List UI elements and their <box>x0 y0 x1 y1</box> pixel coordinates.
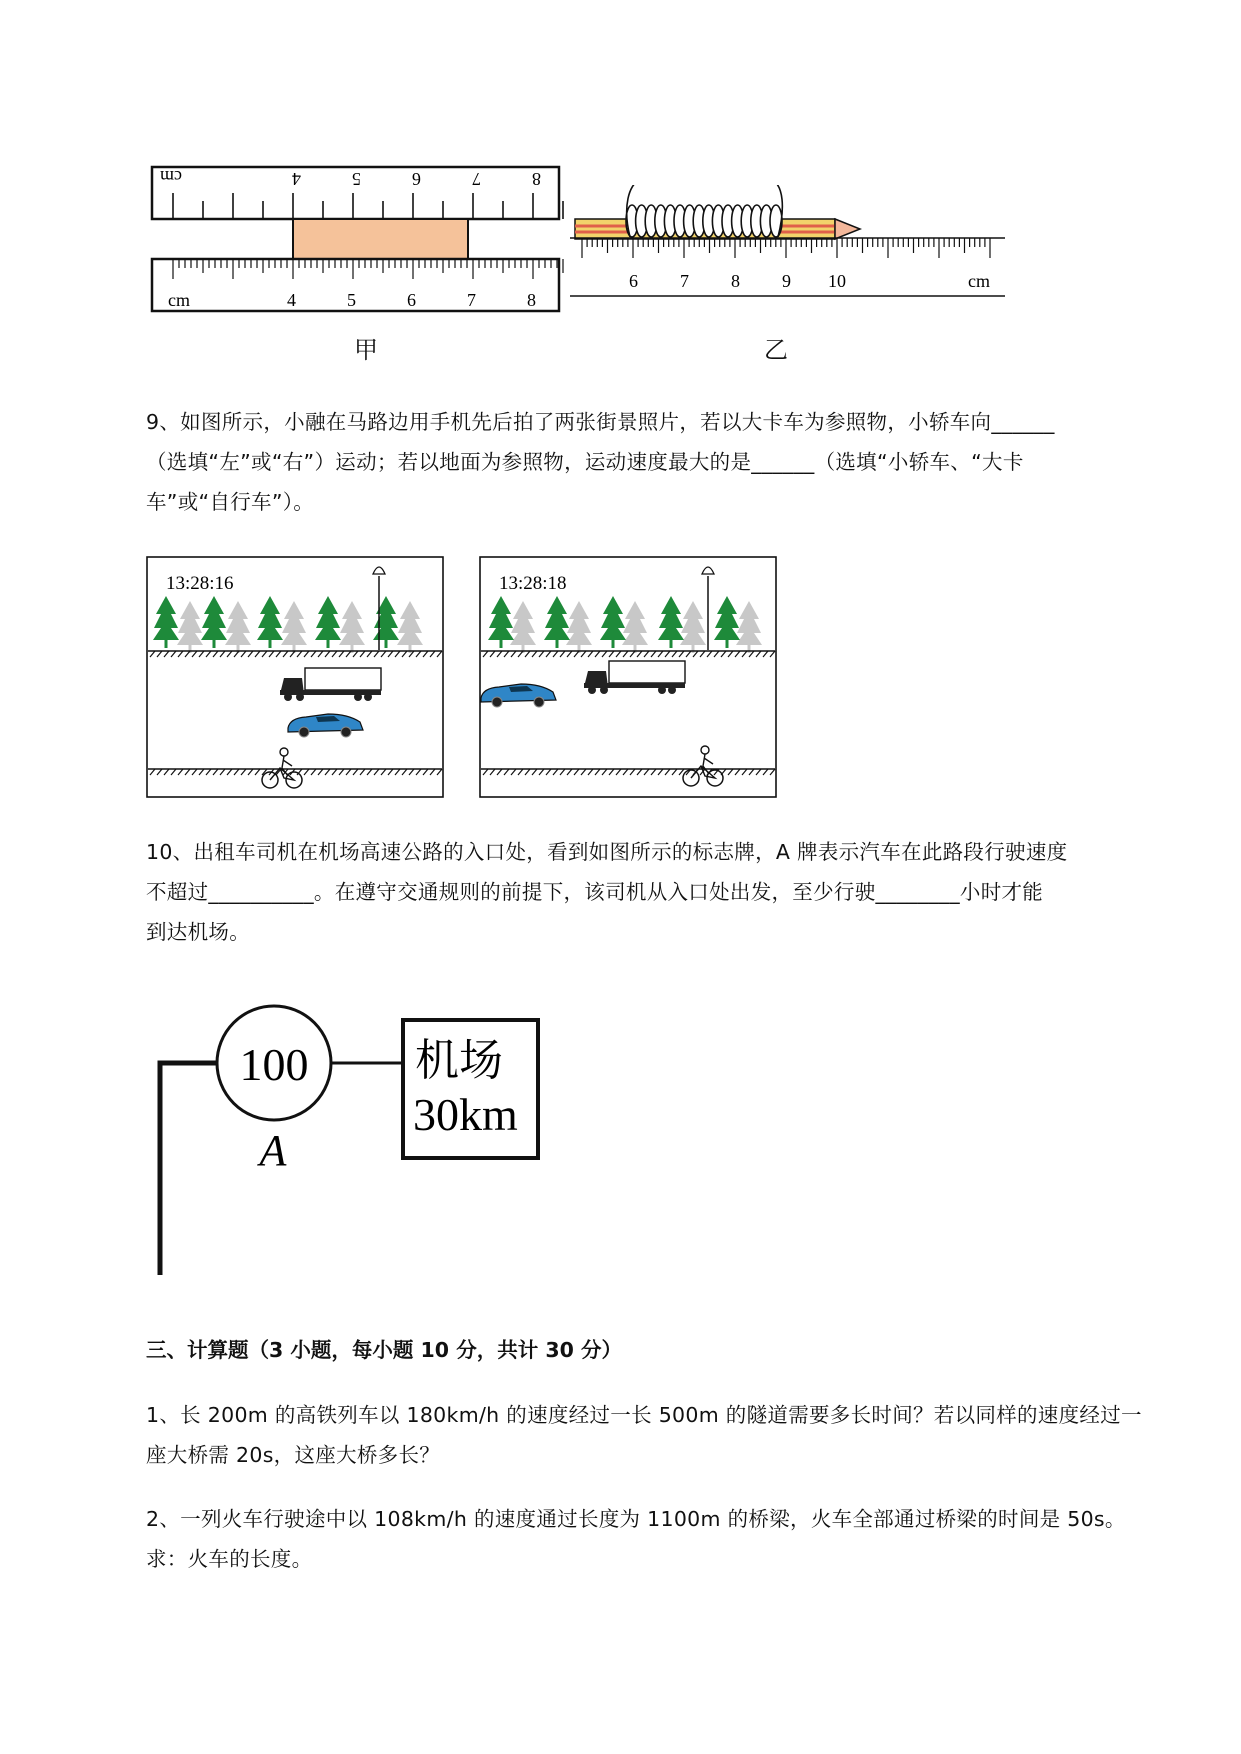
top-tick-label-8: 8 <box>532 169 541 189</box>
top-tick-label-6: 6 <box>412 169 421 189</box>
ruler-figure-jia <box>150 165 565 325</box>
q10-line2: 不超过__________。在遵守交通规则的前提下，该司机从入口处出发，至少行驶________小时才能 <box>146 880 1044 904</box>
tick-label-4: 4 <box>287 290 296 310</box>
sign-label-a: A <box>259 1126 287 1175</box>
photo1-timestamp: 13:28:16 <box>166 573 234 594</box>
pencil-tip <box>835 219 860 239</box>
yi-tick-10: 10 <box>828 271 846 291</box>
top-tick-label-5: 5 <box>352 169 361 189</box>
calc-q1-line2: 座大桥需 20s，这座大桥多长？ <box>146 1443 441 1467</box>
tick-label-5: 5 <box>347 290 356 310</box>
calc-question-1 <box>146 1395 1156 1475</box>
question-10 <box>146 832 1156 952</box>
yi-tick-6: 6 <box>629 271 638 291</box>
calc-q1-line1: 1、长 200m 的高铁列车以 180km/h 的速度经过一长 500m 的隧道需要多长时间？若以同样的速度经过一 <box>146 1403 1142 1427</box>
tick-label-8: 8 <box>527 290 536 310</box>
q10-line1: 10、出租车司机在机场高速公路的入口处，看到如图所示的标志牌，A 牌表示汽车在此路段行驶速度 <box>146 840 1068 864</box>
calc-question-2 <box>146 1499 1156 1579</box>
distance-text: 30km <box>413 1089 518 1140</box>
street-photo-1 <box>146 556 444 798</box>
top-tick-label-7: 7 <box>472 169 481 189</box>
calc-q2-line1: 2、一列火车行驶途中以 108km/h 的速度通过长度为 1100m 的桥梁，火车全部通过桥梁的时间是 50s。 <box>146 1507 1126 1531</box>
photo2-timestamp: 13:28:18 <box>499 573 567 594</box>
street-photo-2 <box>479 556 777 798</box>
yi-tick-7: 7 <box>680 271 689 291</box>
caption-yi: 乙 <box>764 336 788 364</box>
q9-line2: （选填“左”或“右”）运动；若以地面为参照物，运动速度最大的是______（选填“小轿车、“大卡 <box>146 450 1024 474</box>
q10-line3: 到达机场。 <box>146 920 250 944</box>
wire-coil <box>626 185 782 237</box>
yi-unit-label: cm <box>968 271 990 291</box>
speed-limit-value: 100 <box>239 1039 309 1090</box>
yi-tick-8: 8 <box>731 271 740 291</box>
tick-label-6: 6 <box>407 290 416 310</box>
top-unit-label: cm <box>160 167 182 187</box>
yi-tick-9: 9 <box>782 271 791 291</box>
top-tick-label-4: 4 <box>292 169 301 189</box>
q9-line1: 9、如图所示，小融在马路边用手机先后拍了两张街景照片，若以大卡车为参照物，小轿车向______ <box>146 410 1055 434</box>
ruler-figure-yi <box>570 185 1015 300</box>
q9-line3: 车”或“自行车”）。 <box>146 490 315 514</box>
bottom-unit-label: cm <box>168 290 190 310</box>
road-sign-figure <box>150 1000 550 1280</box>
section-3-heading: 三、计算题（3 小题，每小题 10 分，共计 30 分） <box>146 1338 623 1362</box>
tick-label-7: 7 <box>467 290 476 310</box>
destination-text: 机场 <box>415 1036 503 1085</box>
caption-jia: 甲 <box>354 336 378 364</box>
measured-block <box>293 219 468 259</box>
calc-q2-line2: 求：火车的长度。 <box>146 1547 313 1571</box>
question-9 <box>146 402 1156 522</box>
